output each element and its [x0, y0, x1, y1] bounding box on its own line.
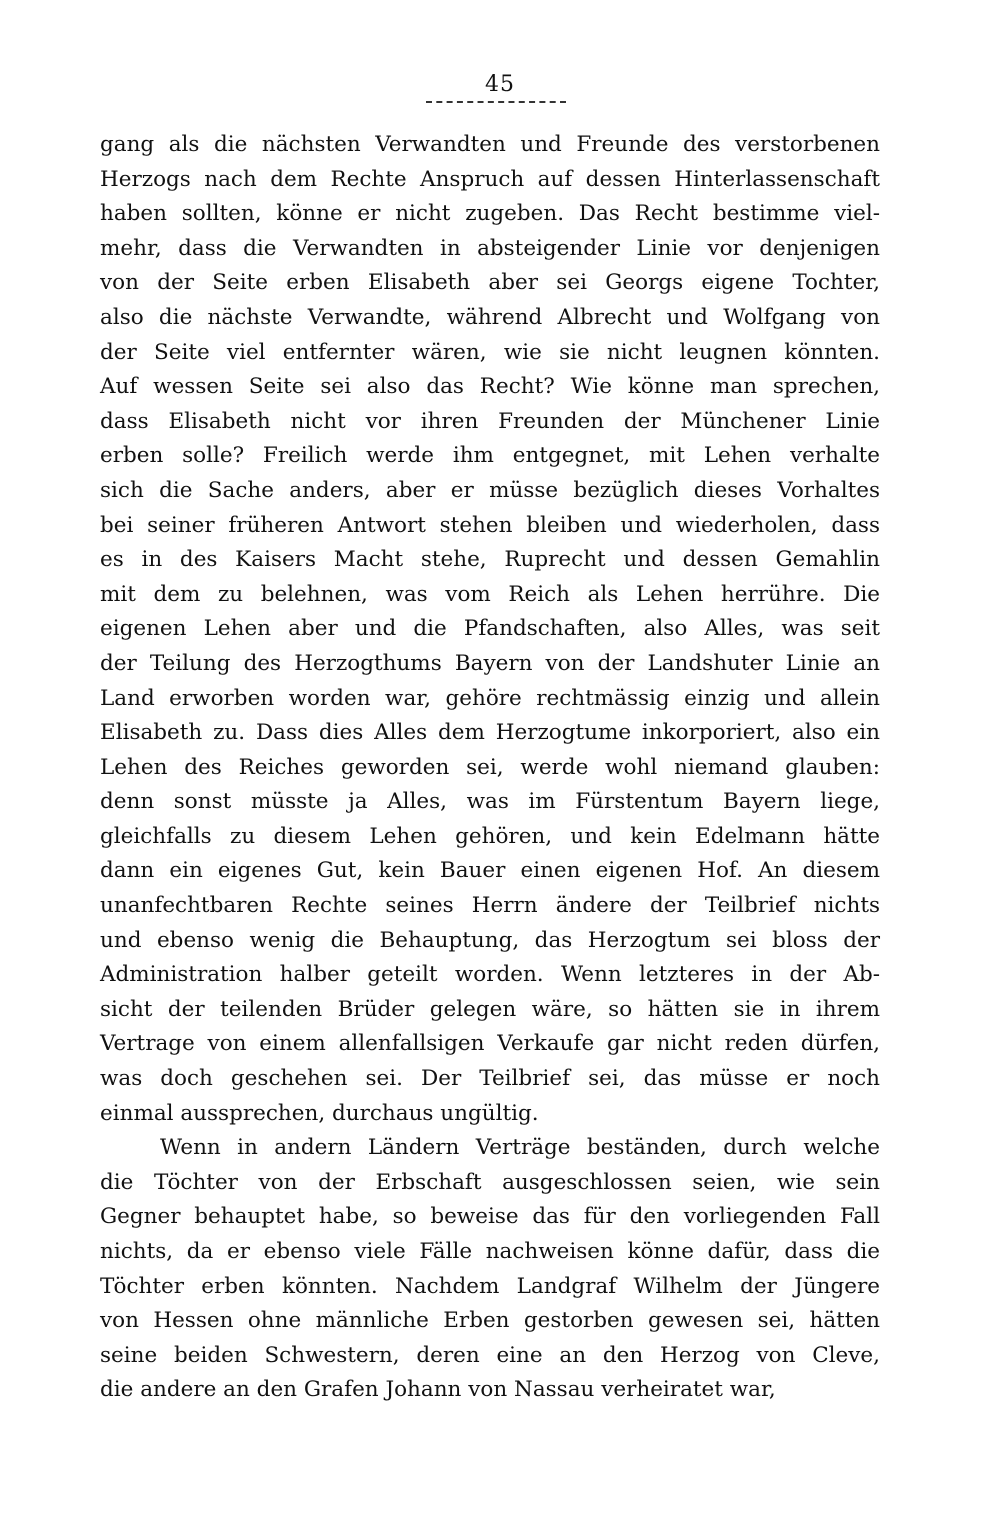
text-line: gleichfalls zu diesem Lehen gehören, und kein Edelmann hätte [100, 823, 880, 849]
page-number: 45 [485, 72, 515, 97]
text-line: Lehen des Reiches geworden sei, werde wohl niemand glauben: [100, 754, 880, 780]
text-line: nichts, da er ebenso viele Fälle nachweisen könne dafür, dass die [100, 1239, 880, 1264]
text-line: und ebenso wenig die Behauptung, das Herzogtum sei bloss der [100, 927, 880, 953]
text-line: der Teilung des Herzogthums Bayern von der Landshuter Linie an [100, 650, 880, 676]
text-line: also die nächste Verwandte, während Albrecht und Wolfgang von [100, 304, 880, 330]
text-line: dass Elisabeth nicht vor ihren Freunden der Münchener Linie [100, 408, 880, 434]
text-line: Wenn in andern Ländern Verträge beständen, durch welche [160, 1135, 880, 1161]
text-line: Herzogs nach dem Rechte Anspruch auf dessen Hinterlassenschaft [100, 166, 880, 192]
text-line: gang als die nächsten Verwandten und Freunde des verstorbenen [100, 132, 880, 157]
text-line: was doch geschehen sei. Der Teilbrief sei, das müsse er noch [100, 1066, 880, 1092]
paragraph [100, 1131, 880, 1408]
text-line: haben sollten, könne er nicht zugeben. Das Recht bestimme viel- [100, 201, 880, 227]
text-line: mit dem zu belehnen, was vom Reich als Lehen herrühre. Die [100, 581, 880, 607]
text-line: Administration halber geteilt worden. Wenn letzteres in der Ab- [100, 962, 880, 988]
paragraph [100, 128, 880, 1131]
text-line: die andere an den Grafen Johann von Nassau verheiratet war, [100, 1377, 776, 1403]
text-line: der Seite viel entfernter wären, wie sie nicht leugnen könnten. [100, 339, 880, 365]
text-line: es in des Kaisers Macht stehe, Ruprecht und dessen Gemahlin [100, 547, 880, 573]
text-line: bei seiner früheren Antwort stehen bleiben und wiederholen, dass [100, 512, 880, 538]
text-line: Vertrage von einem allenfallsigen Verkaufe gar nicht reden dürfen, [100, 1031, 880, 1057]
text-line: seine beiden Schwestern, deren eine an den Herzog von Cleve, [100, 1342, 880, 1368]
text-line: unanfechtbaren Rechte seines Herrn ändere der Teilbrief nichts [100, 893, 880, 919]
text-line: sich die Sache anders, aber er müsse bezüglich dieses Vorhaltes [100, 477, 880, 503]
text-line: die Töchter von der Erbschaft ausgeschlossen seien, wie sein [100, 1169, 880, 1195]
text-line: von der Seite erben Elisabeth aber sei Georgs eigene Tochter, [100, 270, 880, 296]
text-line: mehr, dass die Verwandten in absteigender Linie vor denjenigen [100, 235, 880, 261]
text-line: denn sonst müsste ja Alles, was im Fürstentum Bayern liege, [100, 789, 880, 815]
body-text [100, 128, 880, 1408]
page-number-rule [426, 101, 566, 103]
text-line: Auf wessen Seite sei also das Recht? Wie könne man sprechen, [100, 374, 880, 400]
text-line: Elisabeth zu. Dass dies Alles dem Herzogtume inkorporiert, also ein [100, 720, 880, 746]
text-line: erben solle? Freilich werde ihm entgegnet, mit Lehen verhalte [100, 443, 880, 469]
text-line: von Hessen ohne männliche Erben gestorben gewesen sei, hätten [100, 1308, 880, 1334]
text-line: Töchter erben könnten. Nachdem Landgraf Wilhelm der Jüngere [100, 1273, 880, 1299]
text-line: sicht der teilenden Brüder gelegen wäre, so hätten sie in ihrem [100, 996, 880, 1022]
text-line: eigenen Lehen aber und die Pfandschaften, also Alles, was seit [100, 616, 880, 642]
text-line: einmal aussprechen, durchaus ungültig. [100, 1100, 539, 1126]
text-line: Land erworben worden war, gehöre rechtmässig einzig und allein [100, 685, 880, 711]
text-line: Gegner behauptet habe, so beweise das für den vorliegenden Fall [100, 1204, 880, 1230]
text-line: dann ein eigenes Gut, kein Bauer einen eigenen Hof. An diesem [100, 858, 880, 884]
